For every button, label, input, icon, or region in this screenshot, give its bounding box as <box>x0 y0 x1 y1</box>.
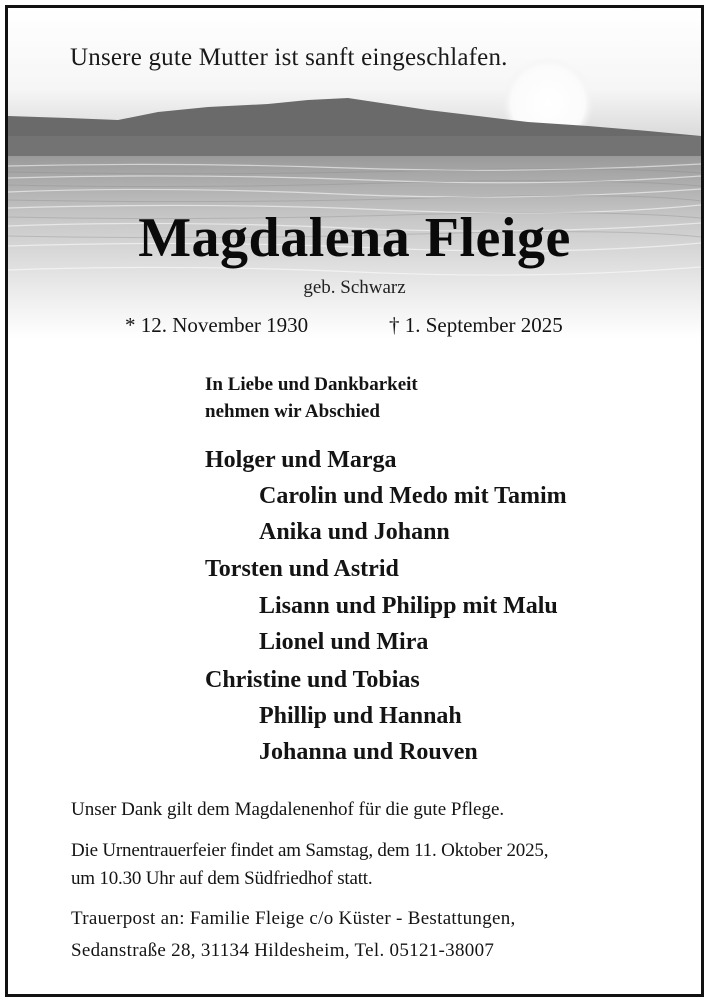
family-children: Lisann und Philipp mit Malu <box>259 593 558 619</box>
family-parents: Holger und Marga <box>205 447 397 473</box>
family-children: Johanna und Rouven <box>259 739 478 765</box>
deceased-name: Magdalena Fleige <box>138 207 571 269</box>
family-children: Lionel und Mira <box>259 629 429 655</box>
obituary-card <box>5 5 704 997</box>
ceremony-line: um 10.30 Uhr auf dem Südfriedhof statt. <box>71 868 373 889</box>
farewell-line: nehmen wir Abschied <box>205 401 380 422</box>
family-children: Anika und Johann <box>259 519 450 545</box>
maiden-name: geb. Schwarz <box>303 277 406 298</box>
farewell-text <box>205 371 418 425</box>
address-line: Trauerpost an: Familie Fleige c/o Küster - Bestattungen, <box>71 908 516 929</box>
birth-date: * 12. November 1930 <box>125 313 309 337</box>
farewell-line: In Liebe und Dankbarkeit <box>205 374 418 395</box>
address-line: Sedanstraße 28, 31134 Hildesheim, Tel. 05121-38007 <box>71 940 495 961</box>
thanks-note: Unser Dank gilt dem Magdalenenhof für die gute Pflege. <box>71 799 505 820</box>
family-children: Phillip und Hannah <box>259 703 462 729</box>
family-parents: Torsten und Astrid <box>205 556 399 582</box>
family-parents: Christine und Tobias <box>205 667 420 693</box>
ceremony-line: Die Urnentrauerfeier findet am Samstag, dem 11. Oktober 2025, <box>71 840 549 861</box>
ceremony-info <box>71 837 548 893</box>
motto-line: Unsere gute Mutter ist sanft eingeschlafen. <box>70 44 508 71</box>
mourning-post-address <box>71 903 516 967</box>
death-date: † 1. September 2025 <box>389 313 563 337</box>
family-children: Carolin und Medo mit Tamim <box>259 483 567 509</box>
